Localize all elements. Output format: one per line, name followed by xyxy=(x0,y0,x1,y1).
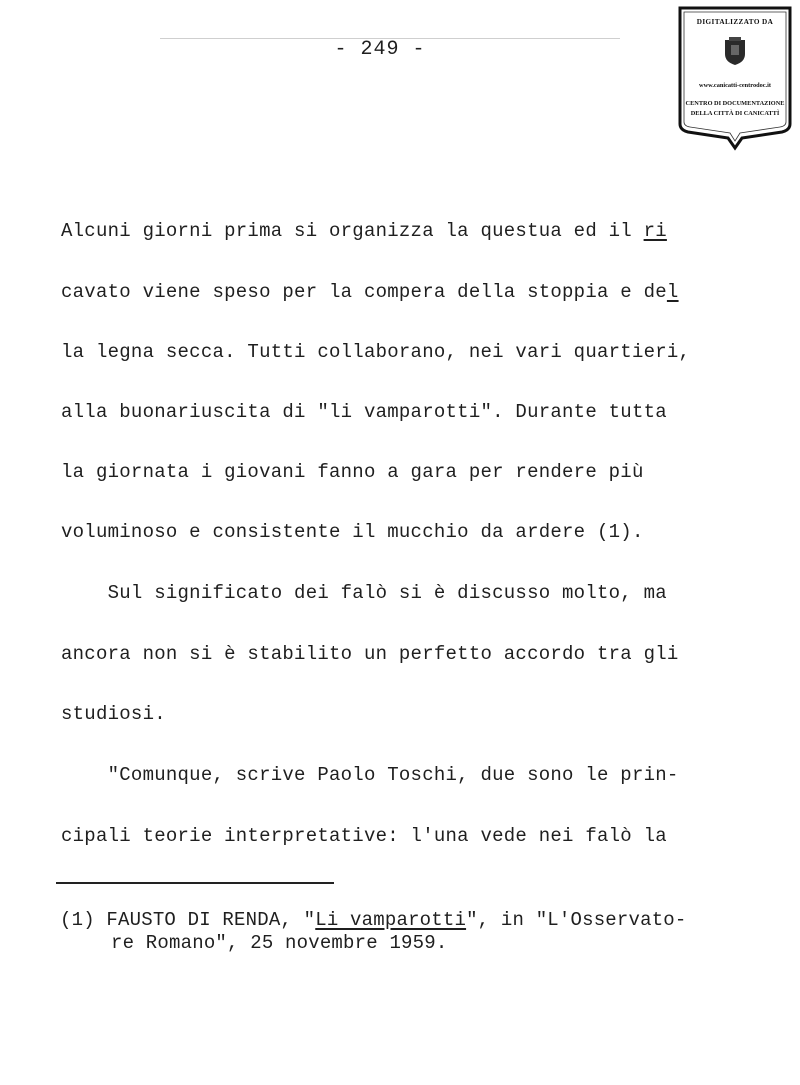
body-line: "Comunque, scrive Paolo Toschi, due sono le prin- xyxy=(61,764,679,786)
body-line: cavato viene speso per la compera della stoppia e del xyxy=(61,281,679,303)
body-line: studiosi. xyxy=(61,703,166,725)
body-line: alla buonariuscita di "li vamparotti". Durante tutta xyxy=(61,401,667,423)
body-line: ancora non si è stabilito un perfetto accordo tra gli xyxy=(61,643,679,665)
body-line: cipali teorie interpretative: l'una vede nei falò la xyxy=(61,825,667,847)
digitization-stamp xyxy=(676,6,794,146)
stamp-shield-icon xyxy=(676,6,794,156)
stamp-line-1: CENTRO DI DOCUMENTAZIONE xyxy=(685,100,785,107)
body-line: la legna secca. Tutti collaborano, nei vari quartieri, xyxy=(61,341,691,363)
footnote-line-1: (1) FAUSTO DI RENDA, "Li vamparotti", in "L'Osservato- xyxy=(60,909,687,931)
body-line: la giornata i giovani fanno a gara per rendere più xyxy=(61,461,644,483)
stamp-title: DIGITALIZZATO DA xyxy=(696,18,774,26)
footnote-line-2: re Romano", 25 novembre 1959. xyxy=(111,932,448,954)
footnote-rule xyxy=(56,882,334,884)
body-line: voluminoso e consistente il mucchio da ardere (1). xyxy=(61,521,644,543)
stamp-url: www.canicatti-centrodoc.it xyxy=(699,82,771,89)
stamp-line-2: DELLA CITTÀ DI CANICATTÌ xyxy=(690,110,780,117)
city-crest-icon xyxy=(723,36,747,66)
body-line: Sul significato dei falò si è discusso molto, ma xyxy=(61,582,667,604)
page-number: - 249 - xyxy=(334,38,426,61)
body-line: Alcuni giorni prima si organizza la questua ed il ri xyxy=(61,220,667,242)
